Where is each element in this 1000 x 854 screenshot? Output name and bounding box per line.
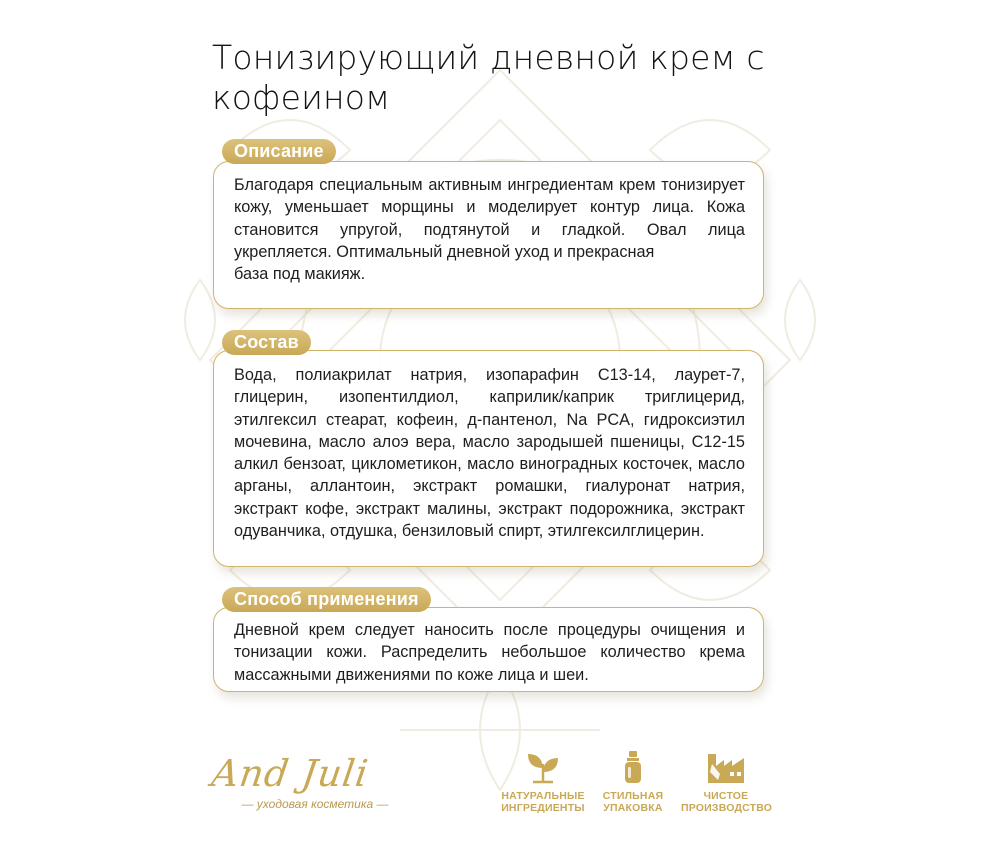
brand-logo: And Juli [208, 752, 372, 795]
brand-tagline: — уходовая косметика — [241, 797, 389, 811]
title-line-1: Тонизирующий дневной крем с [212, 38, 765, 77]
page-title [212, 38, 812, 118]
feature-packaging-line2: УПАКОВКА [603, 802, 663, 814]
description-heading: Описание [222, 139, 336, 164]
factory-icon [706, 750, 746, 784]
feature-packaging-line1: СТИЛЬНАЯ [602, 790, 664, 802]
description-box [213, 161, 764, 309]
usage-box [213, 607, 764, 692]
composition-heading: Состав [222, 330, 311, 355]
feature-production [681, 750, 771, 814]
composition-box [213, 350, 764, 567]
title-line-2: кофеином [212, 78, 391, 117]
feature-production-line1: ЧИСТОЕ [703, 790, 749, 802]
feature-packaging [588, 750, 678, 814]
usage-text: Дневной крем следует наносить после процедуры очищения и тонизации кожи. Распределить небольшое количество крема массажными движениями по коже лица и шеи. [234, 621, 745, 684]
feature-production-line2: ПРОИЗВОДСТВО [681, 802, 773, 814]
bottle-icon [618, 750, 648, 784]
feature-natural-line1: НАТУРАЛЬНЫЕ [501, 790, 585, 802]
description-text: Благодаря специальным активным ингредиентам крем тонизирует кожу, уменьшает морщины и моделирует контур лица. Кожа становится упругой, подтянутой и гладкой. Овал лица укрепляется. Оптимальный дневной уход и прекрасная [234, 176, 745, 261]
composition-text: Вода, полиакрилат натрия, изопарафин С13-14, лаурет-7, глицерин, изопентилдиол, каприлик/каприк триглицерид, этилгексил стеарат, кофеин, д-пантенол, Na PCA, гидроксиэтил мочевина, масло алоэ вера, масло зародышей пшеницы, С12-15 алкил бензоат, циклометикон, масло виноградных косточек, масло арганы, аллантоин, экстракт ромашки, гиалуронат натрия, экстракт кофе, экстракт малины, экстракт подорожника, экстракт одуванчика, отдушка, бензиловый спирт, этилгексилглицерин. [234, 366, 745, 541]
usage-heading: Способ применения [222, 587, 431, 612]
feature-natural-line2: ИНГРЕДИЕНТЫ [501, 802, 585, 814]
feature-natural [498, 750, 588, 814]
leaf-icon [524, 750, 562, 784]
description-text-end: база под макияж. [234, 265, 366, 284]
